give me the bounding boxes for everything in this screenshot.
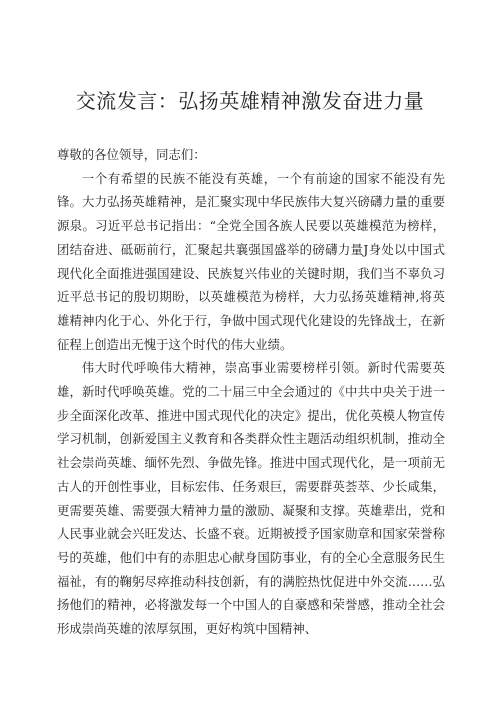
document-body (57, 143, 445, 641)
document-title: 交流发言：弘扬英雄精神激发奋进力量 (75, 89, 425, 113)
paragraph-1: 一个有希望的民族不能没有英雄，一个有前途的国家不能没有先锋。大力弘扬英雄精神，是汇聚实现中华民族伟大复兴磅礴力量的重要源泉。习近平总书记指出：“全党全国各族人民要以英雄模范为榜样，团结奋进、砥砺前行，汇聚起共襄强国盛举的磅礴力量J身处以中国式现代化全面推进强国建设、民族复兴伟业的关键时期，我们当不辜负习近平总书记的殷切期盼，以英雄模范为榜样，大力弘扬英雄精神,将英雄精神内化于心、外化于行，争做中国式现代化建设的先锋战士，在新征程上创造出无愧于这个时代的伟大业绩。 (57, 170, 445, 352)
paragraph-2: 伟大时代呼唤伟大精神，崇高事业需要榜样引领。新时代需要英雄，新时代呼唤英雄。党的二十届三中全会通过的《中共中央关于进一步全面深化改革、推进中国式现代化的决定》提出，优化英模人物宣传学习机制，创新爱国主义教育和各类群众性主题活动组织机制，推动全社会崇尚英雄、缅怀先烈、争做先锋。推进中国式现代化，是一项前无古人的开创性事业，目标宏伟、任务艰巨，需要群英荟萃、少长咸集，更需要英雄、需要强大精神力量的激励、凝聚和支撑。英雄辈出，党和人民事业就会兴旺发达、长盛不衰。近期被授予国家勋章和国家荣誉称号的英雄，他们中有的赤胆忠心献身国防事业，有的全心全意服务民生福祉，有的鞠躬尽瘁推动科技创新，有的满腔热忱促进中外交流……弘扬他们的精神，必将激发每一个中国人的自豪感和荣誉感，推动全社会形成崇尚英雄的浓厚氛围，更好构筑中国精神、 (57, 360, 445, 637)
salutation: 尊敬的各位领导，同志们： (57, 147, 206, 162)
